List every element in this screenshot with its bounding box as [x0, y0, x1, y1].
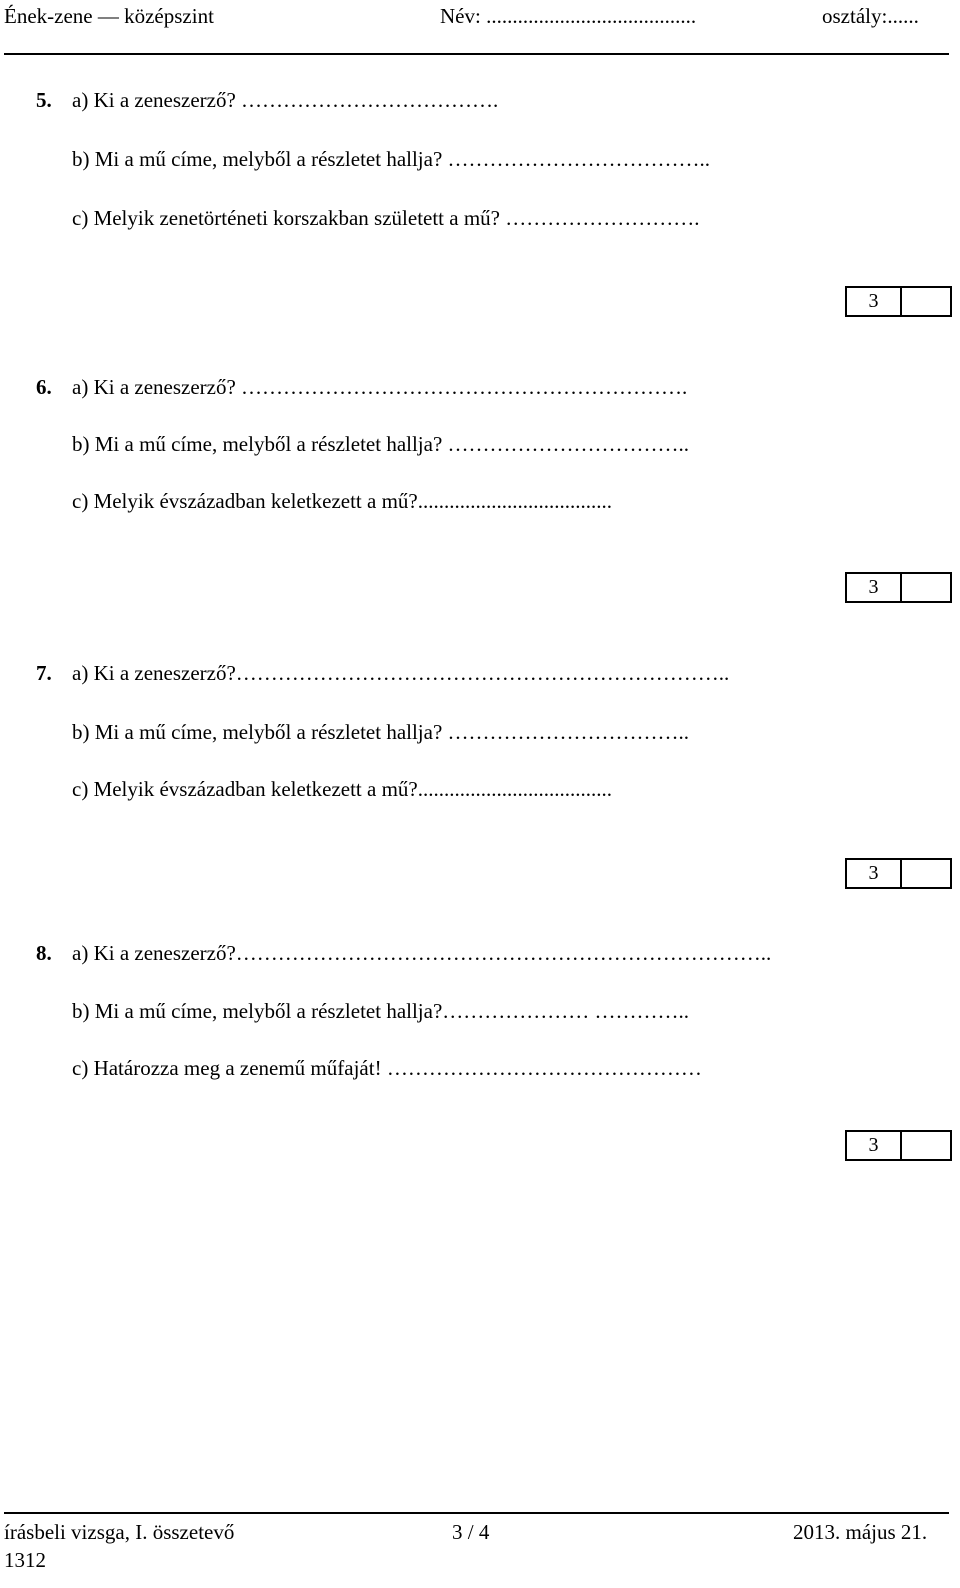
footer-page-number: 3 / 4: [452, 1520, 490, 1544]
score-box-7: [845, 858, 952, 889]
score-box-6: [845, 572, 952, 603]
footer-rule: [4, 1512, 949, 1514]
question-5-c: c) Melyik zenetörténeti korszakban született a mű? ……………………….: [72, 206, 700, 230]
question-6-a: a) Ki a zeneszerző? ……………………………………………………….: [72, 375, 688, 399]
footer-code: 1312: [4, 1548, 46, 1572]
question-number-8: 8.: [36, 941, 52, 965]
footer-date: 2013. május 21.: [793, 1520, 928, 1544]
question-6-b: b) Mi a mű címe, melyből a részletet hallja? ……………………………..: [72, 432, 690, 456]
question-number-5: 5.: [36, 88, 52, 112]
class-field-label: osztály:......: [822, 4, 919, 28]
question-5-a: a) Ki a zeneszerző? ……………………………….: [72, 88, 499, 112]
question-7-a: a) Ki a zeneszerző?……………………………………………………………..: [72, 661, 730, 685]
score-box-5: [845, 286, 952, 317]
earned-points-cell: [902, 574, 950, 601]
max-points: 3: [847, 860, 902, 887]
footer-exam-label: írásbeli vizsga, I. összetevő: [4, 1520, 235, 1544]
name-field-label: Név: ........................................: [440, 4, 697, 28]
score-box-8: [845, 1130, 952, 1161]
question-7-c: c) Melyik évszázadban keletkezett a mű?.....................................: [72, 777, 612, 801]
question-8-c: c) Határozza meg a zenemű műfaját! ………………………………………: [72, 1056, 702, 1080]
earned-points-cell: [902, 1132, 950, 1159]
subject-label: Ének-zene — középszint: [4, 4, 214, 28]
max-points: 3: [847, 1132, 902, 1159]
question-6-c: c) Melyik évszázadban keletkezett a mű?.....................................: [72, 489, 612, 513]
question-number-7: 7.: [36, 661, 52, 685]
max-points: 3: [847, 574, 902, 601]
question-8-b: b) Mi a mű címe, melyből a részletet hallja?………………… …………..: [72, 999, 690, 1023]
question-5-b: b) Mi a mű címe, melyből a részletet hallja? ………………………………..: [72, 147, 711, 171]
question-number-6: 6.: [36, 375, 52, 399]
question-7-b: b) Mi a mű címe, melyből a részletet hallja? ……………………………..: [72, 720, 690, 744]
earned-points-cell: [902, 860, 950, 887]
earned-points-cell: [902, 288, 950, 315]
header-rule: [4, 53, 949, 55]
max-points: 3: [847, 288, 902, 315]
question-8-a: a) Ki a zeneszerző?…………………………………………………………………..: [72, 941, 772, 965]
